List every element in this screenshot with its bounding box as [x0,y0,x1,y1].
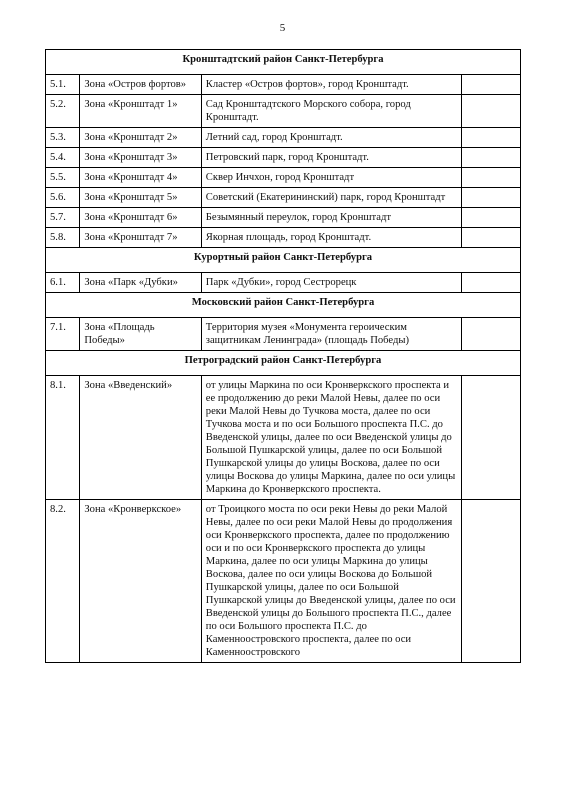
section-heading: Кронштадтский район Санкт-Петербурга [46,50,521,75]
empty-cell [461,228,520,248]
section-header-row [46,293,521,318]
table-row [46,168,521,188]
zone-location: Якорная площадь, город Кронштадт. [201,228,461,248]
zone-location: Сад Кронштадтского Морского собора, город Кронштадт. [201,95,461,128]
empty-cell [461,318,520,351]
row-number: 5.7. [46,208,80,228]
table-row [46,318,521,351]
row-number: 6.1. [46,273,80,293]
table-row [46,500,521,663]
table-row [46,228,521,248]
table-row [46,95,521,128]
empty-cell [461,273,520,293]
zone-location: Летний сад, город Кронштадт. [201,128,461,148]
row-number: 5.1. [46,75,80,95]
zone-name: Зона «Кронштадт 6» [80,208,201,228]
empty-cell [461,376,520,500]
table-row [46,128,521,148]
row-number: 8.2. [46,500,80,663]
row-number: 5.3. [46,128,80,148]
zone-name: Зона «Площадь Победы» [80,318,201,351]
empty-cell [461,75,520,95]
zone-location: от улицы Маркина по оси Кронверкского проспекта и ее продолжению до реки Малой Невы, далее по оси реки Малой Невы до Тучкова моста, далее по оси Тучкова моста и по оси Большого проспекта П.С. до Введенской улицы, далее по оси Введенской улицы до Большой Пушкарской улицы, далее по оси Большой Пушкарской улицы до улицы Воскова, далее по оси улицы Воскова до улицы Маркина, далее по оси улицы Маркина до Кронверкского проспекта. [201,376,461,500]
zone-location: Безымянный переулок, город Кронштадт [201,208,461,228]
table-row [46,188,521,208]
row-number: 5.6. [46,188,80,208]
zone-name: Зона «Кронштадт 5» [80,188,201,208]
table-row [46,273,521,293]
zone-name: Зона «Парк «Дубки» [80,273,201,293]
section-header-row [46,248,521,273]
section-header-row [46,351,521,376]
row-number: 5.2. [46,95,80,128]
empty-cell [461,188,520,208]
zone-location: Кластер «Остров фортов», город Кронштадт. [201,75,461,95]
section-heading: Московский район Санкт-Петербурга [46,293,521,318]
empty-cell [461,128,520,148]
zone-location: Территория музея «Монумента героическим защитникам Ленинграда» (площадь Победы) [201,318,461,351]
zone-location: Петровский парк, город Кронштадт. [201,148,461,168]
zones-table [45,49,521,663]
table-row [46,208,521,228]
zone-location: Сквер Инчхон, город Кронштадт [201,168,461,188]
row-number: 8.1. [46,376,80,500]
empty-cell [461,168,520,188]
zone-name: Зона «Остров фортов» [80,75,201,95]
empty-cell [461,208,520,228]
row-number: 5.4. [46,148,80,168]
zone-name: Зона «Кронштадт 2» [80,128,201,148]
row-number: 7.1. [46,318,80,351]
section-heading: Петроградский район Санкт-Петербурга [46,351,521,376]
section-header-row [46,50,521,75]
row-number: 5.5. [46,168,80,188]
zone-name: Зона «Кронштадт 1» [80,95,201,128]
empty-cell [461,500,520,663]
table-row [46,75,521,95]
zone-name: Зона «Кронверкское» [80,500,201,663]
row-number: 5.8. [46,228,80,248]
empty-cell [461,95,520,128]
zone-location: Советский (Екатерининский) парк, город Кронштадт [201,188,461,208]
zone-name: Зона «Кронштадт 3» [80,148,201,168]
table-row [46,376,521,500]
empty-cell [461,148,520,168]
table-row [46,148,521,168]
page-number: 5 [279,22,286,34]
section-heading: Курортный район Санкт-Петербурга [46,248,521,273]
zone-name: Зона «Кронштадт 7» [80,228,201,248]
zone-location: Парк «Дубки», город Сестрорецк [201,273,461,293]
zone-name: Зона «Введенский» [80,376,201,500]
zone-name: Зона «Кронштадт 4» [80,168,201,188]
zone-location: от Троицкого моста по оси реки Невы до реки Малой Невы, далее по оси реки Малой Невы до продолжения оси Кронверкского проспекта, далее по продолжению оси и по оси Кронверкского проспекта до улицы Маркина, далее по оси улицы Маркина до улицы Воскова, далее по оси улицы Воскова до Большой Пушкарской улицы, далее по оси Большой Пушкарской улицы до Введенской улицы, далее по оси Введенской улицы до Большого проспекта П.С., далее по оси Большого проспекта П.С. до Каменноостровского проспекта, далее по оси Каменноостровского [201,500,461,663]
